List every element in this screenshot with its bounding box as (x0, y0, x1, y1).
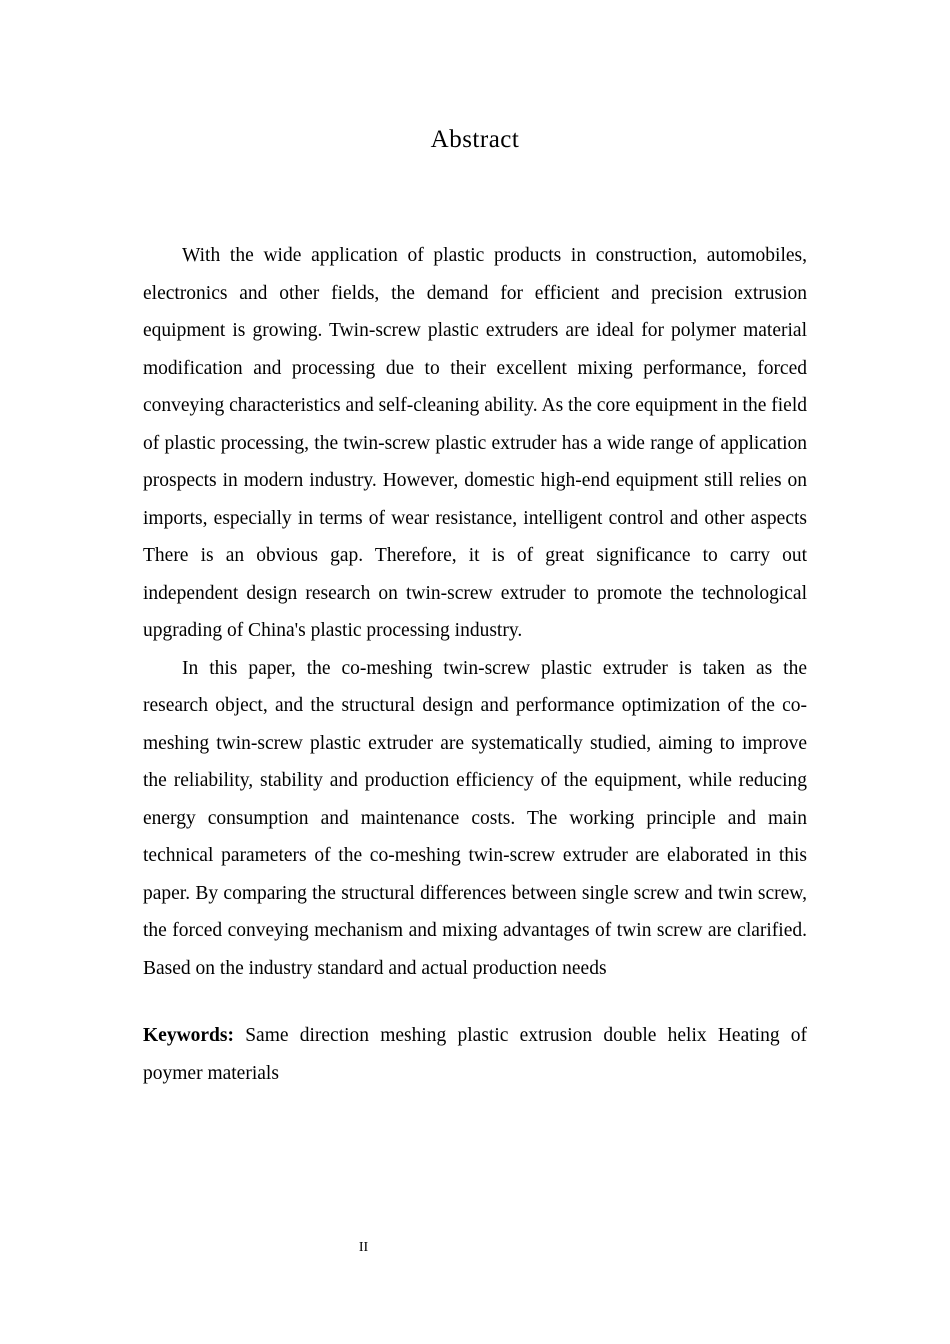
page-title: Abstract (430, 126, 520, 153)
keywords-label: Keywords: (143, 1025, 234, 1046)
abstract-paragraph-2: In this paper, the co-meshing twin-screw plastic extruder is taken as the research object, and the structural design and performance optimization of the co-meshing twin-screw plastic extruder are systematically studied, aiming to improve the reliability, stability and production efficiency of the equipment, while reducing energy consumption and maintenance costs. The working principle and main technical parameters of the co-meshing twin-screw extruder are elaborated in this paper. By comparing the structural differences between single screw and twin screw, the forced conveying mechanism and mixing advantages of twin screw are clarified. Based on the industry standard and actual production needs (143, 657, 807, 979)
abstract-paragraph-1: With the wide application of plastic products in construction, automobiles, electronics and other fields, the demand for efficient and precision extrusion equipment is growing. Twin-screw plastic extruders are ideal for polymer material modification and processing due to their excellent mixing performance, forced conveying characteristics and self-cleaning ability. As the core equipment in the field of plastic processing, the twin-screw plastic extruder has a wide range of application prospects in modern industry. However, domestic high-end equipment still relies on imports, especially in terms of wear resistance, intelligent control and other aspects There is an obvious gap. Therefore, it is of great significance to carry out independent design research on twin-screw extruder to promote the technological upgrading of China's plastic processing industry. (143, 245, 807, 641)
keywords-line (143, 1017, 807, 1092)
page-number: II (358, 1240, 369, 1255)
keywords-spacer (234, 1025, 245, 1046)
abstract-body (143, 237, 807, 1092)
keywords-text: Same direction meshing plastic extrusion double helix Heating of poymer materials (143, 1025, 808, 1084)
